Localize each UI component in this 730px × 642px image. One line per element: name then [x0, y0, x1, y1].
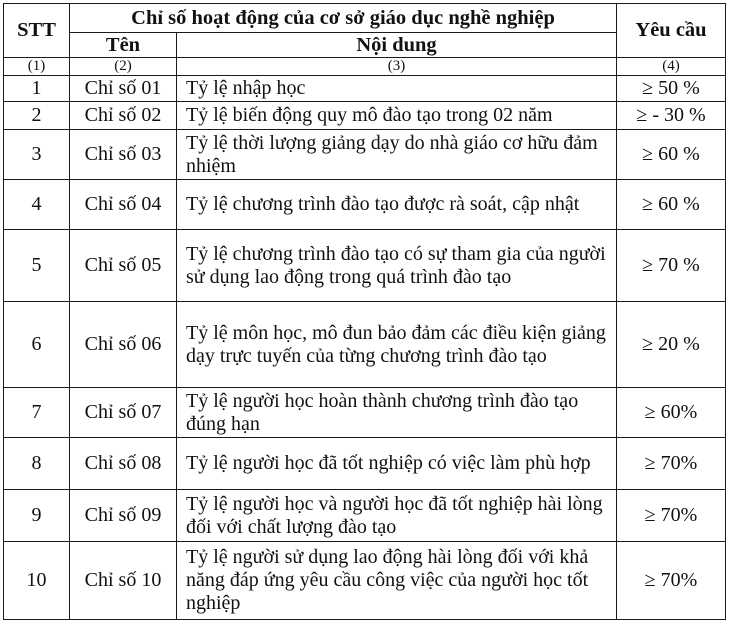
- row-requirement: ≥ 60%: [617, 388, 726, 438]
- row-requirement: ≥ 60 %: [617, 130, 726, 180]
- row-stt: 2: [4, 102, 70, 130]
- row-name: Chỉ số 08: [70, 438, 177, 490]
- header-content: Nội dung: [177, 33, 617, 58]
- row-requirement: ≥ 70 %: [617, 230, 726, 302]
- row-requirement: ≥ - 30 %: [617, 102, 726, 130]
- table-row: [4, 76, 726, 102]
- column-index: (1): [4, 58, 70, 76]
- table-row: [4, 438, 726, 490]
- column-index: (4): [617, 58, 726, 76]
- row-name: Chỉ số 02: [70, 102, 177, 130]
- row-requirement: ≥ 60 %: [617, 180, 726, 230]
- row-name: Chỉ số 10: [70, 542, 177, 620]
- column-index: (3): [177, 58, 617, 76]
- table-row: [4, 490, 726, 542]
- row-requirement: ≥ 20 %: [617, 302, 726, 388]
- row-content: Tỷ lệ người học hoàn thành chương trình đào tạo đúng hạn: [177, 388, 617, 438]
- table-row: [4, 542, 726, 620]
- row-stt: 10: [4, 542, 70, 620]
- row-name: Chỉ số 04: [70, 180, 177, 230]
- row-name: Chỉ số 05: [70, 230, 177, 302]
- row-stt: 7: [4, 388, 70, 438]
- row-content: Tỷ lệ thời lượng giảng dạy do nhà giáo cơ hữu đảm nhiệm: [177, 130, 617, 180]
- row-stt: 9: [4, 490, 70, 542]
- row-content: Tỷ lệ người sử dụng lao động hài lòng đối với khả năng đáp ứng yêu cầu công việc của người học tốt nghiệp: [177, 542, 617, 620]
- table-row: [4, 180, 726, 230]
- header-stt: STT: [4, 4, 70, 58]
- table-row: [4, 130, 726, 180]
- row-content: Tỷ lệ người học đã tốt nghiệp có việc làm phù hợp: [177, 438, 617, 490]
- row-requirement: ≥ 70%: [617, 542, 726, 620]
- column-index-row: [4, 58, 726, 76]
- header-group-title: Chỉ số hoạt động của cơ sở giáo dục nghề nghiệp: [70, 4, 617, 33]
- row-stt: 8: [4, 438, 70, 490]
- row-name: Chỉ số 07: [70, 388, 177, 438]
- indicator-table: [3, 3, 726, 620]
- column-index: (2): [70, 58, 177, 76]
- row-content: Tỷ lệ người học và người học đã tốt nghiệp hài lòng đối với chất lượng đào tạo: [177, 490, 617, 542]
- row-content: Tỷ lệ môn học, mô đun bảo đảm các điều kiện giảng dạy trực tuyến của từng chương trình đào tạo: [177, 302, 617, 388]
- row-requirement: ≥ 70%: [617, 490, 726, 542]
- row-content: Tỷ lệ chương trình đào tạo có sự tham gia của người sử dụng lao động trong quá trình đào tạo: [177, 230, 617, 302]
- row-stt: 5: [4, 230, 70, 302]
- row-name: Chỉ số 01: [70, 76, 177, 102]
- header-requirement: Yêu cầu: [617, 4, 726, 58]
- row-requirement: ≥ 50 %: [617, 76, 726, 102]
- row-content: Tỷ lệ nhập học: [177, 76, 617, 102]
- table-row: [4, 102, 726, 130]
- table-row: [4, 388, 726, 438]
- header-row-1: [4, 4, 726, 33]
- header-name: Tên: [70, 33, 177, 58]
- row-requirement: ≥ 70%: [617, 438, 726, 490]
- row-name: Chỉ số 03: [70, 130, 177, 180]
- row-stt: 6: [4, 302, 70, 388]
- row-name: Chỉ số 06: [70, 302, 177, 388]
- row-content: Tỷ lệ biến động quy mô đào tạo trong 02 năm: [177, 102, 617, 130]
- row-stt: 1: [4, 76, 70, 102]
- row-stt: 4: [4, 180, 70, 230]
- row-stt: 3: [4, 130, 70, 180]
- row-name: Chỉ số 09: [70, 490, 177, 542]
- row-content: Tỷ lệ chương trình đào tạo được rà soát, cập nhật: [177, 180, 617, 230]
- table-row: [4, 230, 726, 302]
- table-row: [4, 302, 726, 388]
